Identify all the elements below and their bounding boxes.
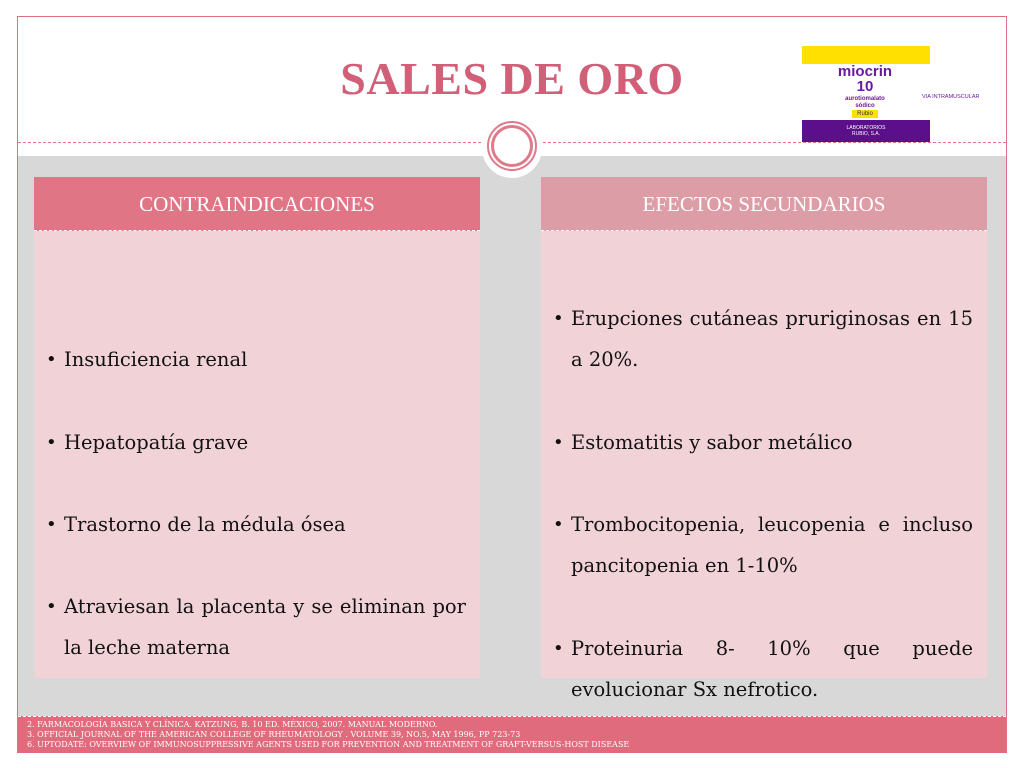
- contraindications-header: CONTRAINDICACIONES: [34, 177, 480, 231]
- contraindications-panel: [34, 177, 480, 678]
- logo-substance-line1: aurotiomalato: [845, 96, 885, 102]
- logo-maker-badge: Rubio: [852, 110, 878, 118]
- references-footer: [18, 716, 1006, 753]
- logo-number: 10: [856, 78, 874, 95]
- logo-yellow-bar: [802, 46, 930, 64]
- list-item: • Insuficiencia renal: [44, 339, 466, 380]
- side-effects-panel: [541, 177, 987, 701]
- divider-ornament-inner: [491, 125, 533, 167]
- list-item: • Hepatopatía grave: [44, 422, 466, 463]
- logo-brand: miocrin: [837, 63, 893, 80]
- reference-line: 3. OFFICIAL JOURNAL OF THE AMERICAN COLLEGE OF RHEUMATOLOGY . VOLUME 39, NO.5, MAY 1996, PP 723-73: [27, 730, 521, 739]
- side-effects-header: EFECTOS SECUNDARIOS: [541, 177, 987, 231]
- slide-title: SALES DE ORO: [340, 53, 684, 104]
- logo-lab-bar: [802, 120, 930, 142]
- logo-route: VIA INTRAMUSCULAR: [922, 94, 980, 100]
- reference-line: 6. UPTODATE: OVERVIEW OF IMMUNOSUPPRESSIVE AGENTS USED FOR PREVENTION AND TREATMENT OF GRAFT-VERSUS-HOST DISEASE: [27, 740, 630, 749]
- list-item: • Erupciones cutáneas pruriginosas en 15 a 20%.: [551, 298, 973, 380]
- list-item: • Trombocitopenia, leucopenia e incluso pancitopenia en 1-10%: [551, 504, 973, 586]
- logo-substance-line2: sódico: [855, 103, 875, 109]
- product-logo: [800, 46, 980, 144]
- list-item: • Estomatitis y sabor metálico: [551, 422, 973, 463]
- list-item: • Trastorno de la médula ósea: [44, 504, 466, 545]
- logo-substance: [830, 96, 900, 110]
- list-item: • Proteinuria 8- 10% que puede evolucionar Sx nefrotico.: [551, 628, 973, 710]
- list-item: • Atraviesan la placenta y se eliminan por la leche materna: [44, 586, 466, 668]
- logo-lab-line2: RUBIO, S.A.: [851, 131, 881, 137]
- reference-line: 2. FARMACOLOGÍA BASICA Y CLÍNICA. KATZUNG, B. 10 ED. MÉXICO, 2007. MANUAL MODERNO.: [27, 720, 438, 729]
- logo-lab-line1: LABORATORIOS: [846, 125, 886, 131]
